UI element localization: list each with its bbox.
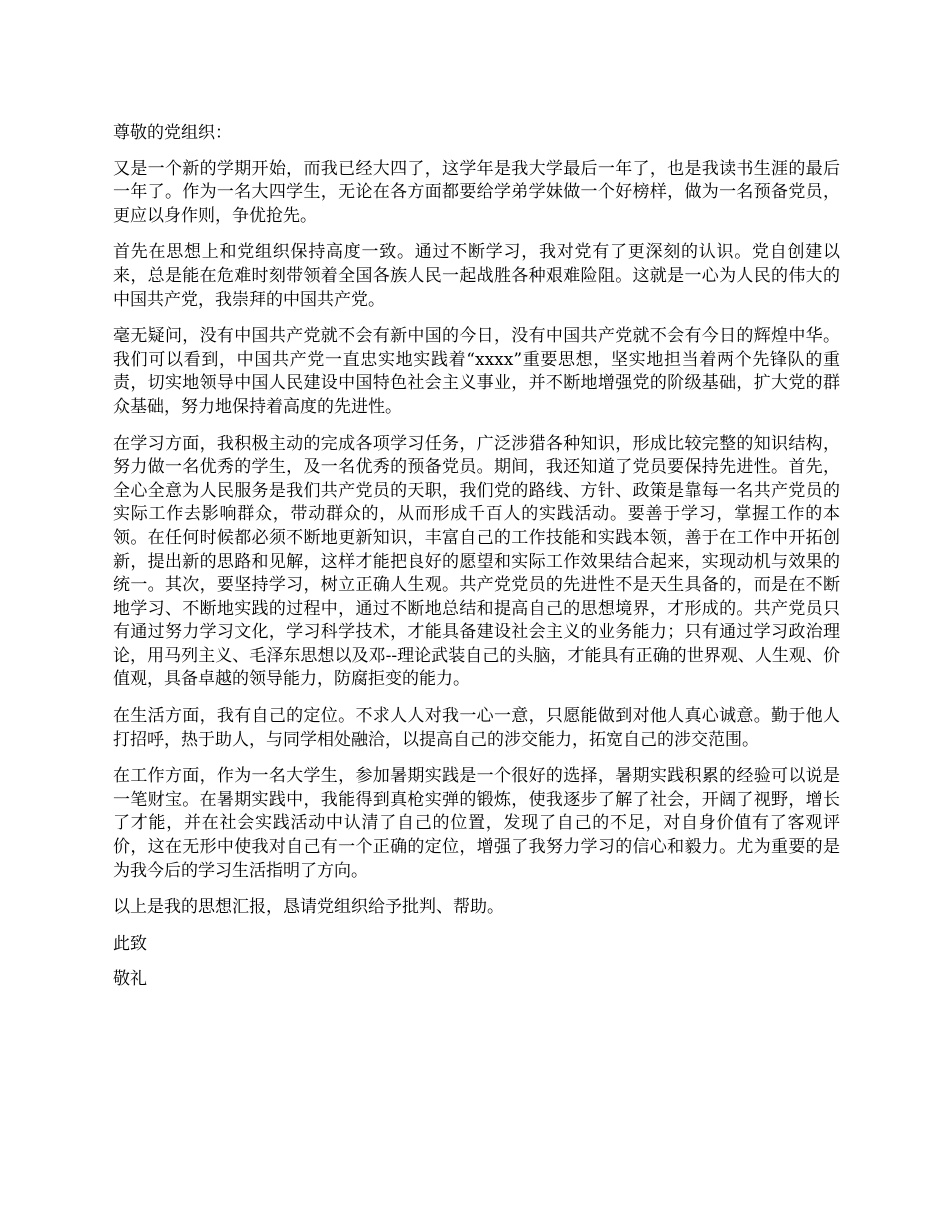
paragraph-conclusion: 以上是我的思想汇报，恳请党组织给予批判、帮助。 (113, 897, 504, 918)
document-page (113, 122, 840, 1004)
salutation: 尊敬的党组织： (113, 123, 232, 143)
paragraph-ideology: 首先在思想上和党组织保持高度一致。通过不断学习，我对党有了更深刻的认识。党自创建以来，总是能在危难时刻带领着全国各族人民一起战胜各种艰难险阻。这就是一心为人民的伟大的中国共产党，我崇拜的中国共产党。 (113, 242, 840, 310)
paragraph-party-history: 毫无疑问，没有中国共产党就不会有新中国的今日，没有中国共产党就不会有今日的辉煌中华。我们可以看到，中国共产党一直忠实地实践着“xxxx”重要思想，坚实地担当着两个先锋队的重责，切实地领导中国人民建设中国特色社会主义事业，并不断地增强党的阶级基础，扩大党的群众基础，努力地保持着高度的先进性。 (113, 326, 840, 417)
paragraph-intro: 又是一个新的学期开始，而我已经大四了，这学年是我大学最后一年了，也是我读书生涯的最后一年了。作为一名大四学生，无论在各方面都要给学弟学妹做一个好榜样，做为一名预备党员，更应以身作则，争优抢先。 (113, 158, 840, 226)
paragraph-work: 在工作方面，作为一名大学生，参加暑期实践是一个很好的选择，暑期实践积累的经验可以说是一笔财宝。在暑期实践中，我能得到真枪实弹的锻炼，使我逐步了解了社会，开阔了视野，增长了才能，并在社会实践活动中认清了自己的位置，发现了自己的不足，对自身价值有了客观评价，这在无形中使我对自己有一个正确的定位，增强了我努力学习的信心和毅力。尤为重要的是为我今后的学习生活指明了方向。 (113, 766, 840, 881)
paragraph-life: 在生活方面，我有自己的定位。不求人人对我一心一意，只愿能做到对他人真心诚意。勤于他人打招呼，热于助人，与同学相处融洽，以提高自己的涉交能力，拓宽自己的涉交范围。 (113, 706, 840, 750)
closing-line-1: 此致 (113, 933, 147, 954)
closing-line-2: 敬礼 (113, 969, 147, 990)
paragraph-study: 在学习方面，我积极主动的完成各项学习任务，广泛涉猎各种知识，形成比较完整的知识结构，努力做一名优秀的学生，及一名优秀的预备党员。期间，我还知道了党员要保持先进性。首先，全心全意为人民服务是我们共产党员的天职，我们党的路线、方针、政策是靠每一名共产党员的实际工作去影响群众，带动群众的，从而形成千百人的实践活动。要善于学习，掌握工作的本领。在任何时候都必须不断地更新知识，丰富自己的工作技能和实践本领，善于在工作中开拓创新，提出新的思路和见解，这样才能把良好的愿望和实际工作效果结合起来，实现动机与效果的统一。其次，要坚持学习，树立正确人生观。共产党党员的先进性不是天生具备的，而是在不断地学习、不断地实践的过程中，通过不断地总结和提高自己的思想境界，才形成的。共产党员只有通过努力学习文化，学习科学技术，才能具备建设社会主义的业务能力；只有通过学习政治理论，用马列主义、毛泽东思想以及邓--理论武装自己的头脑，才能具有正确的世界观、人生观、价值观，具备卓越的领导能力，防腐拒变的能力。 (113, 433, 840, 690)
